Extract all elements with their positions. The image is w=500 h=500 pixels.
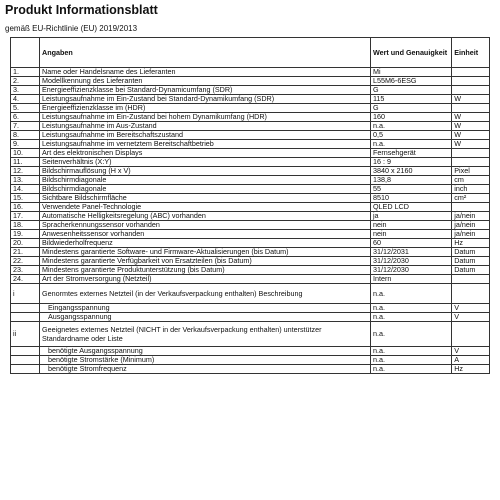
table-row (11, 131, 490, 140)
table-row (11, 158, 490, 167)
row-unit-cell: ja/nein (452, 212, 490, 221)
row-unit-cell (452, 77, 490, 86)
row-number-cell (11, 304, 40, 313)
row-value-cell: n.a. (370, 347, 451, 356)
row-unit-cell (452, 158, 490, 167)
table-row (11, 194, 490, 203)
row-unit-cell: Datum (452, 248, 490, 257)
header-angaben: Angaben (40, 38, 371, 68)
row-unit-cell (452, 149, 490, 158)
row-number-cell: 18. (11, 221, 40, 230)
row-number-cell: 17. (11, 212, 40, 221)
table-row (11, 275, 490, 284)
row-unit-cell: cm² (452, 194, 490, 203)
row-label-cell: Leistungsaufnahme im Bereitschaftszustand (40, 131, 371, 140)
row-number-cell: 15. (11, 194, 40, 203)
row-unit-cell: V (452, 347, 490, 356)
header-wert: Wert und Genauigkeit (370, 38, 451, 68)
row-unit-cell: A (452, 356, 490, 365)
row-label-cell: Art der Stromversorgung (Netzteil) (40, 275, 371, 284)
row-unit-cell: cm (452, 176, 490, 185)
row-label-cell: Mindestens garantierte Software- und Firmware-Aktualisierungen (bis Datum) (40, 248, 371, 257)
row-number-cell: 5. (11, 104, 40, 113)
row-unit-cell: Hz (452, 239, 490, 248)
row-value-cell: n.a. (370, 313, 451, 322)
row-label-cell: Name oder Handelsname des Lieferanten (40, 68, 371, 77)
row-label-cell: Seitenverhältnis (X:Y) (40, 158, 371, 167)
row-value-cell: G (370, 86, 451, 95)
row-number-cell: 12. (11, 167, 40, 176)
row-unit-cell: ja/nein (452, 221, 490, 230)
regulation-subtitle: gemäß EU-Richtlinie (EU) 2019/2013 (5, 24, 138, 33)
row-number-cell: 19. (11, 230, 40, 239)
row-label-cell: Energieeffizienzklasse im (HDR) (40, 104, 371, 113)
row-number-cell: 24. (11, 275, 40, 284)
row-label-cell: Art des elektronischen Displays (40, 149, 371, 158)
row-unit-cell: W (452, 95, 490, 104)
header-nr-cell (11, 38, 40, 68)
row-number-cell: 1. (11, 68, 40, 77)
row-label-cell: Sichtbare Bildschirmfläche (40, 194, 371, 203)
row-label-cell: benötigte Stromfrequenz (40, 365, 371, 374)
row-value-cell: n.a. (370, 304, 451, 313)
row-number-cell (11, 347, 40, 356)
row-unit-cell (452, 104, 490, 113)
row-unit-cell: ja/nein (452, 230, 490, 239)
row-value-cell: 31/12/2030 (370, 257, 451, 266)
table-row (11, 203, 490, 212)
row-value-cell: 160 (370, 113, 451, 122)
row-number-cell: i (11, 284, 40, 304)
row-label-cell: Verwendete Panel-Technologie (40, 203, 371, 212)
row-value-cell: nein (370, 230, 451, 239)
table-row (11, 77, 490, 86)
table-row (11, 104, 490, 113)
row-label-cell: Modellkennung des Lieferanten (40, 77, 371, 86)
row-value-cell: 138,8 (370, 176, 451, 185)
table-row (11, 313, 490, 322)
row-number-cell: 8. (11, 131, 40, 140)
row-label-cell: Mindestens garantierte Produktunterstützung (bis Datum) (40, 266, 371, 275)
table-row (11, 239, 490, 248)
row-value-cell: 31/12/2030 (370, 266, 451, 275)
row-label-cell: Bildschirmdiagonale (40, 176, 371, 185)
table-row (11, 230, 490, 239)
table-row (11, 257, 490, 266)
row-unit-cell: V (452, 313, 490, 322)
row-value-cell: Fernsehgerät (370, 149, 451, 158)
row-label-cell: Genormtes externes Netzteil (in der Verkaufsverpackung enthalten) Beschreibung (40, 284, 371, 304)
row-label-cell: Mindestens garantierte Verfügbarkeit von Ersatzteilen (bis Datum) (40, 257, 371, 266)
row-value-cell: L55M6-6ESG (370, 77, 451, 86)
header-einheit: Einheit (452, 38, 490, 68)
row-label-cell: Bildschirmdiagonale (40, 185, 371, 194)
row-value-cell: 16 : 9 (370, 158, 451, 167)
row-value-cell: ja (370, 212, 451, 221)
row-value-cell: 8510 (370, 194, 451, 203)
row-label-cell: Bildschirmauflösung (H x V) (40, 167, 371, 176)
row-label-cell: Anwesenheitssensor vorhanden (40, 230, 371, 239)
table-row (11, 221, 490, 230)
row-label-cell: Leistungsaufnahme im Aus-Zustand (40, 122, 371, 131)
row-number-cell: 6. (11, 113, 40, 122)
table-row (11, 113, 490, 122)
row-value-cell: 55 (370, 185, 451, 194)
row-value-cell: 115 (370, 95, 451, 104)
row-unit-cell (452, 68, 490, 77)
table-row (11, 365, 490, 374)
row-value-cell: n.a. (370, 356, 451, 365)
row-number-cell: 14. (11, 185, 40, 194)
row-value-cell: 0,5 (370, 131, 451, 140)
row-value-cell: Intern (370, 275, 451, 284)
row-number-cell: 23. (11, 266, 40, 275)
row-label-cell: Bildwiederholfrequenz (40, 239, 371, 248)
row-value-cell: n.a. (370, 322, 451, 347)
table-row (11, 322, 490, 347)
product-info-table (10, 37, 490, 374)
row-number-cell: 7. (11, 122, 40, 131)
row-label-cell: Ausgangsspannung (40, 313, 371, 322)
row-number-cell: 2. (11, 77, 40, 86)
row-unit-cell: Pixel (452, 167, 490, 176)
table-row (11, 304, 490, 313)
row-label-cell: Eingangsspannung (40, 304, 371, 313)
row-value-cell: n.a. (370, 122, 451, 131)
row-label-cell: Spracherkennungssensor vorhanden (40, 221, 371, 230)
row-unit-cell: inch (452, 185, 490, 194)
table-row (11, 212, 490, 221)
row-value-cell: n.a. (370, 140, 451, 149)
table-row (11, 68, 490, 77)
row-value-cell: QLED LCD (370, 203, 451, 212)
row-number-cell: 22. (11, 257, 40, 266)
row-unit-cell: Datum (452, 257, 490, 266)
row-value-cell: 60 (370, 239, 451, 248)
table-row (11, 86, 490, 95)
row-unit-cell: Hz (452, 365, 490, 374)
row-unit-cell (452, 322, 490, 347)
table-row (11, 284, 490, 304)
row-number-cell: 10. (11, 149, 40, 158)
row-number-cell: 4. (11, 95, 40, 104)
row-unit-cell: W (452, 122, 490, 131)
row-number-cell: 9. (11, 140, 40, 149)
row-label-cell: benötigte Ausgangsspannung (40, 347, 371, 356)
row-unit-cell: W (452, 140, 490, 149)
row-unit-cell (452, 86, 490, 95)
row-value-cell: n.a. (370, 284, 451, 304)
row-label-cell: Leistungsaufnahme im Ein-Zustand bei hohem Dynamikumfang (HDR) (40, 113, 371, 122)
row-unit-cell (452, 284, 490, 304)
table-row (11, 347, 490, 356)
row-number-cell: 3. (11, 86, 40, 95)
table-row (11, 185, 490, 194)
table-row (11, 167, 490, 176)
row-label-cell: Automatische Helligkeitsregelung (ABC) vorhanden (40, 212, 371, 221)
row-value-cell: G (370, 104, 451, 113)
row-number-cell (11, 365, 40, 374)
table-row (11, 122, 490, 131)
row-label-cell: Energieeffizienzklasse bei Standard-Dynamicumfang (SDR) (40, 86, 371, 95)
page-title: Produkt Informationsblatt (5, 3, 158, 17)
row-value-cell: nein (370, 221, 451, 230)
row-number-cell (11, 313, 40, 322)
row-label-cell: Geeignetes externes Netzteil (NICHT in der Verkaufsverpackung enthalten) unterstützer Standardname oder Liste (40, 322, 371, 347)
row-number-cell: 13. (11, 176, 40, 185)
row-value-cell: Mi (370, 68, 451, 77)
row-number-cell (11, 356, 40, 365)
row-label-cell: Leistungsaufnahme im Ein-Zustand bei Standard-Dynamikumfang (SDR) (40, 95, 371, 104)
table-row (11, 140, 490, 149)
row-unit-cell (452, 275, 490, 284)
row-label-cell: Leistungsaufnahme im vernetztem Bereitschaftbetrieb (40, 140, 371, 149)
table-row (11, 266, 490, 275)
table-row (11, 149, 490, 158)
row-unit-cell: V (452, 304, 490, 313)
row-unit-cell: W (452, 113, 490, 122)
table-header-row (11, 38, 490, 68)
row-value-cell: 3840 x 2160 (370, 167, 451, 176)
row-value-cell: 31/12/2031 (370, 248, 451, 257)
row-unit-cell (452, 203, 490, 212)
table-row (11, 248, 490, 257)
table-row (11, 176, 490, 185)
row-value-cell: n.a. (370, 365, 451, 374)
row-number-cell: 11. (11, 158, 40, 167)
row-unit-cell: W (452, 131, 490, 140)
table-row (11, 95, 490, 104)
row-label-cell: benötigte Stromstärke (Minimum) (40, 356, 371, 365)
row-unit-cell: Datum (452, 266, 490, 275)
table-row (11, 356, 490, 365)
row-number-cell: 20. (11, 239, 40, 248)
row-number-cell: 21. (11, 248, 40, 257)
row-number-cell: ii (11, 322, 40, 347)
row-number-cell: 16. (11, 203, 40, 212)
